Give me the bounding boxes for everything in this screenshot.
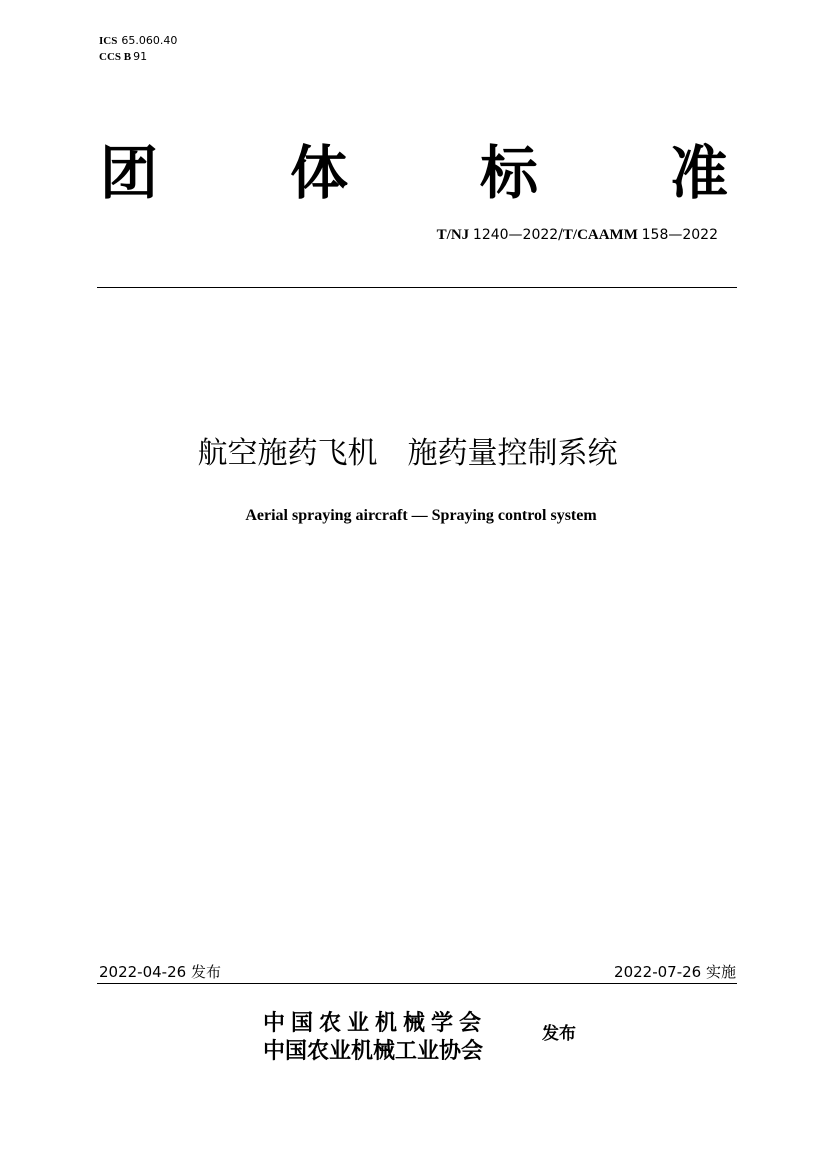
publish-label: 发布	[542, 1024, 576, 1044]
std-prefix-1: T/NJ	[436, 227, 470, 243]
document-type-heading	[100, 138, 728, 208]
classification-codes	[99, 33, 177, 65]
ics-value: 65.060.40	[121, 34, 178, 47]
heading-char-4: 准	[669, 139, 728, 207]
std-number-2: 158—2022	[641, 227, 718, 243]
ics-code	[99, 33, 177, 49]
std-prefix-2: T/CAAMM	[562, 227, 638, 243]
standard-number	[437, 224, 718, 246]
publisher-1: 中国农业机械学会	[263, 1011, 488, 1036]
issue-date: 2022-04-26 发布	[99, 963, 221, 981]
heading-char-1: 团	[100, 139, 159, 207]
heading-char-2: 体	[289, 139, 348, 207]
implementation-date: 2022-07-26 实施	[614, 963, 736, 981]
date-row	[99, 962, 736, 982]
title-chinese: 航空施药飞机 施药量控制系统	[197, 436, 618, 471]
ccs-value: 91	[133, 50, 148, 63]
ccs-code	[99, 49, 177, 65]
ics-label: ICS	[99, 35, 118, 47]
publisher-list	[263, 1010, 487, 1066]
ccs-label: CCS B	[99, 51, 132, 63]
heading-char-3: 标	[479, 139, 538, 207]
publisher-2: 中国农业机械工业协会	[263, 1039, 484, 1064]
title-english: Aerial spraying aircraft — Spraying control system	[245, 507, 597, 524]
footer-divider	[97, 983, 737, 984]
header-divider	[97, 287, 737, 288]
std-number-1: 1240—2022/	[472, 227, 563, 243]
